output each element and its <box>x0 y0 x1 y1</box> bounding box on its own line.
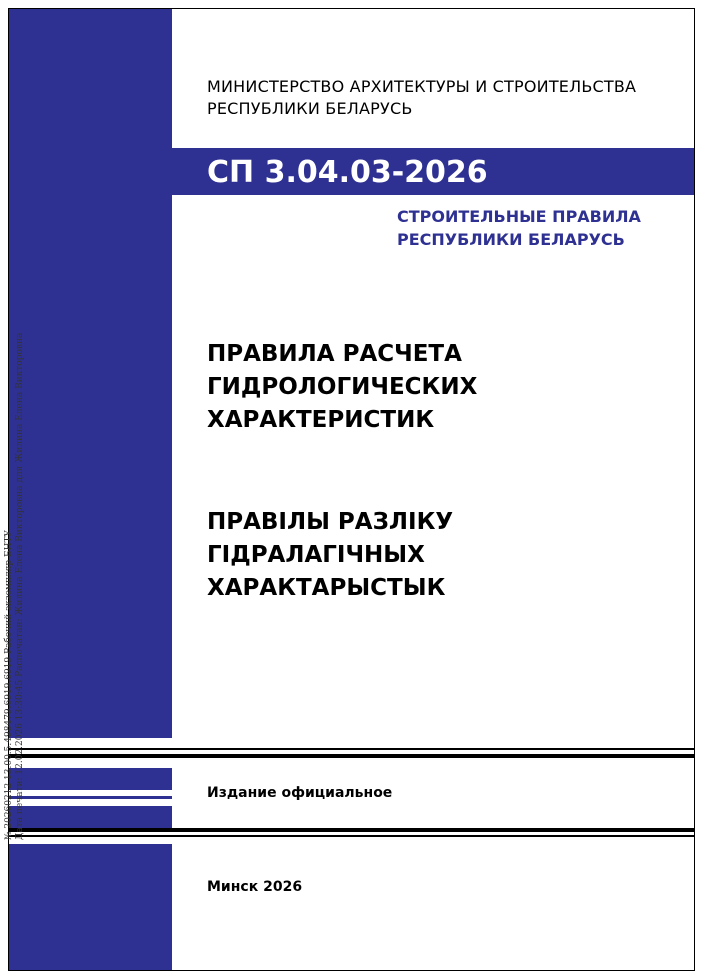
print-watermark <box>4 333 26 840</box>
title-russian <box>207 338 477 437</box>
title-by-line-2: ГІДРАЛАГІЧНЫХ <box>207 542 425 568</box>
divider-line-3 <box>9 828 694 832</box>
document-cover <box>8 8 695 971</box>
divider-line-2 <box>9 754 694 758</box>
edition-label: Издание официальное <box>207 785 393 801</box>
ministry-line-1: МИНИСТЕРСТВО АРХИТЕКТУРЫ И СТРОИТЕЛЬСТВА <box>207 77 637 96</box>
left-stripe-3 <box>9 806 172 828</box>
left-blue-column-bottom <box>9 844 172 970</box>
ministry-line-2: РЕСПУБЛИКИ БЕЛАРУСЬ <box>207 99 413 118</box>
series-line-2: РЕСПУБЛИКИ БЕЛАРУСЬ <box>397 230 625 249</box>
divider-line-1 <box>9 748 694 750</box>
left-blue-column <box>9 9 172 738</box>
document-code: СП 3.04.03-2026 <box>207 155 488 190</box>
title-ru-line-3: ХАРАКТЕРИСТИК <box>207 407 435 433</box>
title-ru-line-2: ГИДРОЛОГИЧЕСКИХ <box>207 374 478 400</box>
watermark-line-1: № 20260212 13.00.5.498479.6919.6919 Рабочий экземпляр БНТУ <box>4 530 14 840</box>
left-stripe-2 <box>9 796 172 799</box>
watermark-line-2: Дата печати: 12.02.2026 13:30:45 Распечатан: Жилина Елена Викторовна для Жилина Елена Викторовна <box>15 332 25 840</box>
document-series <box>397 205 641 251</box>
left-stripe-1 <box>9 768 172 790</box>
city-year: Минск 2026 <box>207 879 303 895</box>
divider-line-4 <box>9 835 694 837</box>
ministry-name <box>207 76 636 120</box>
title-belarusian <box>207 506 453 605</box>
series-line-1: СТРОИТЕЛЬНЫЕ ПРАВИЛА <box>397 207 641 226</box>
title-by-line-1: ПРАВІЛЫ РАЗЛІКУ <box>207 509 454 535</box>
title-by-line-3: ХАРАКТАРЫСТЫК <box>207 575 446 601</box>
title-ru-line-1: ПРАВИЛА РАСЧЕТА <box>207 341 462 367</box>
